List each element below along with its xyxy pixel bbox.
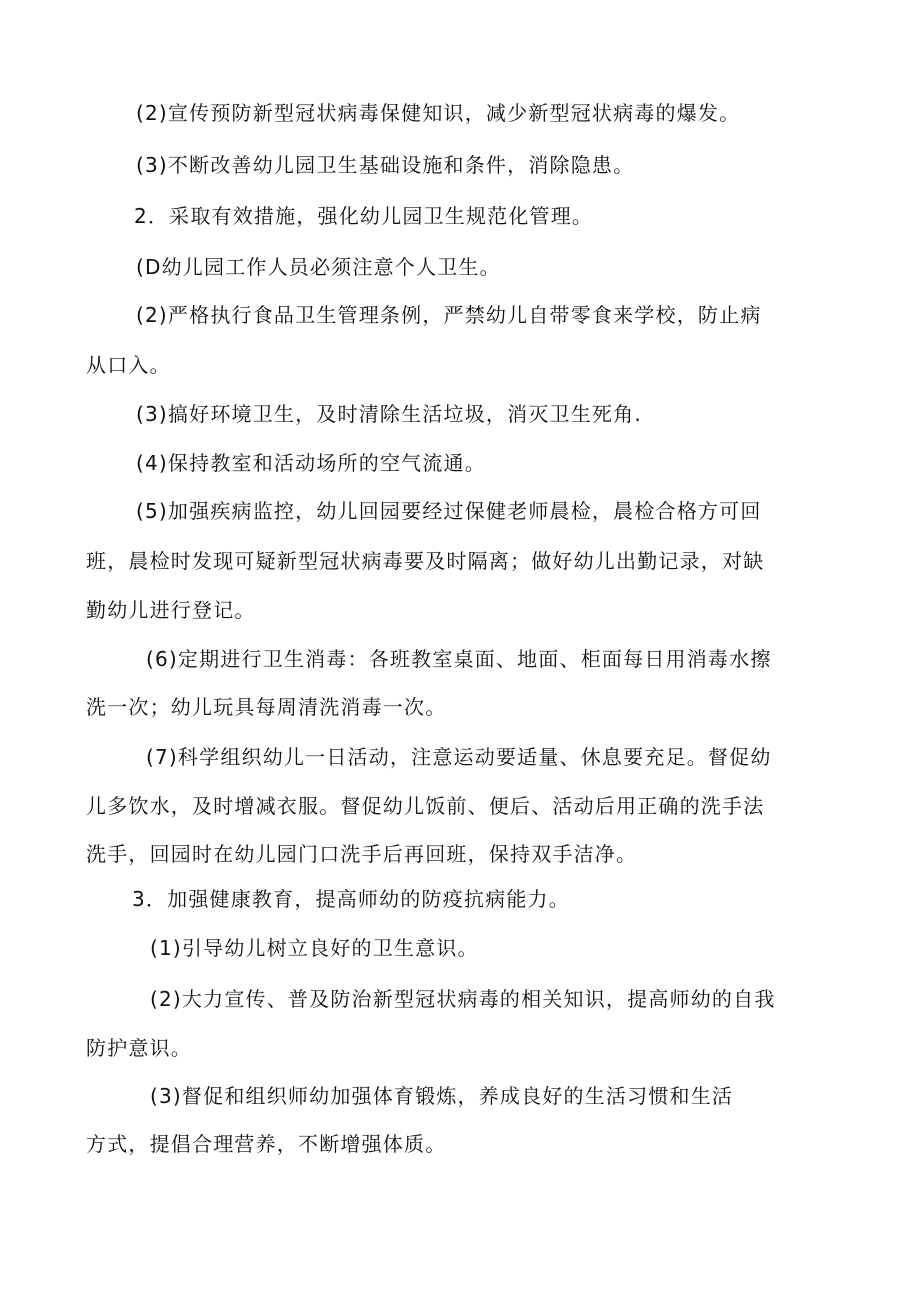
text-line: (2)严格执行食品卫生管理条例，严禁幼儿自带零食来学校，防止病 bbox=[136, 303, 762, 327]
text-line: (7)科学组织幼儿一日活动，注意运动要适量、休息要充足。督促幼 bbox=[146, 745, 772, 769]
text-line: (3)搞好环境卫生，及时清除生活垃圾，消灭卫生死角. bbox=[136, 402, 642, 426]
text-line: (1)引导幼儿树立良好的卫生意识。 bbox=[150, 936, 479, 960]
text-line: 方式，提倡合理营养，不断增强体质。 bbox=[86, 1132, 447, 1156]
text-line: 洗一次；幼儿玩具每周清洗消毒一次。 bbox=[86, 695, 447, 719]
text-line: 防护意识。 bbox=[86, 1036, 192, 1060]
text-line: (2)大力宣传、普及防治新型冠状病毒的相关知识，提高师幼的自我 bbox=[150, 987, 776, 1011]
text-line: 洗手，回园时在幼儿园门口洗手后再回班，保持双手洁净。 bbox=[86, 842, 638, 866]
section-heading: 2．采取有效措施，强化幼儿园卫生规范化管理。 bbox=[134, 204, 594, 228]
text-line: 班，晨检时发现可疑新型冠状病毒要及时隔离；做好幼儿出勤记录，对缺 bbox=[86, 549, 765, 573]
text-line: 儿多饮水，及时增减衣服。督促幼儿饭前、便后、活动后用正确的洗手法 bbox=[86, 794, 765, 818]
text-line: (3)督促和组织师幼加强体育锻炼，养成良好的生活习惯和生活 bbox=[150, 1084, 734, 1108]
text-line: 从口入。 bbox=[86, 353, 171, 377]
text-line: 勤幼儿进行登记。 bbox=[86, 598, 256, 622]
text-line: (2)宣传预防新型冠状病毒保健知识，减少新型冠状病毒的爆发。 bbox=[136, 101, 741, 125]
text-line: (4)保持教室和活动场所的空气流通。 bbox=[136, 451, 486, 475]
text-line: (5)加强疾病监控，幼儿回园要经过保健老师晨检，晨检合格方可回 bbox=[136, 499, 762, 523]
text-line: (6)定期进行卫生消毒：各班教室桌面、地面、柜面每日用消毒水擦 bbox=[146, 647, 772, 671]
section-heading: 3．加强健康教育，提高师幼的防疫抗病能力。 bbox=[132, 887, 570, 911]
text-line: (3)不断改善幼儿园卫生基础设施和条件，消除隐患。 bbox=[136, 153, 635, 177]
text-line: (D幼儿园工作人员必须注意个人卫生。 bbox=[136, 255, 501, 279]
